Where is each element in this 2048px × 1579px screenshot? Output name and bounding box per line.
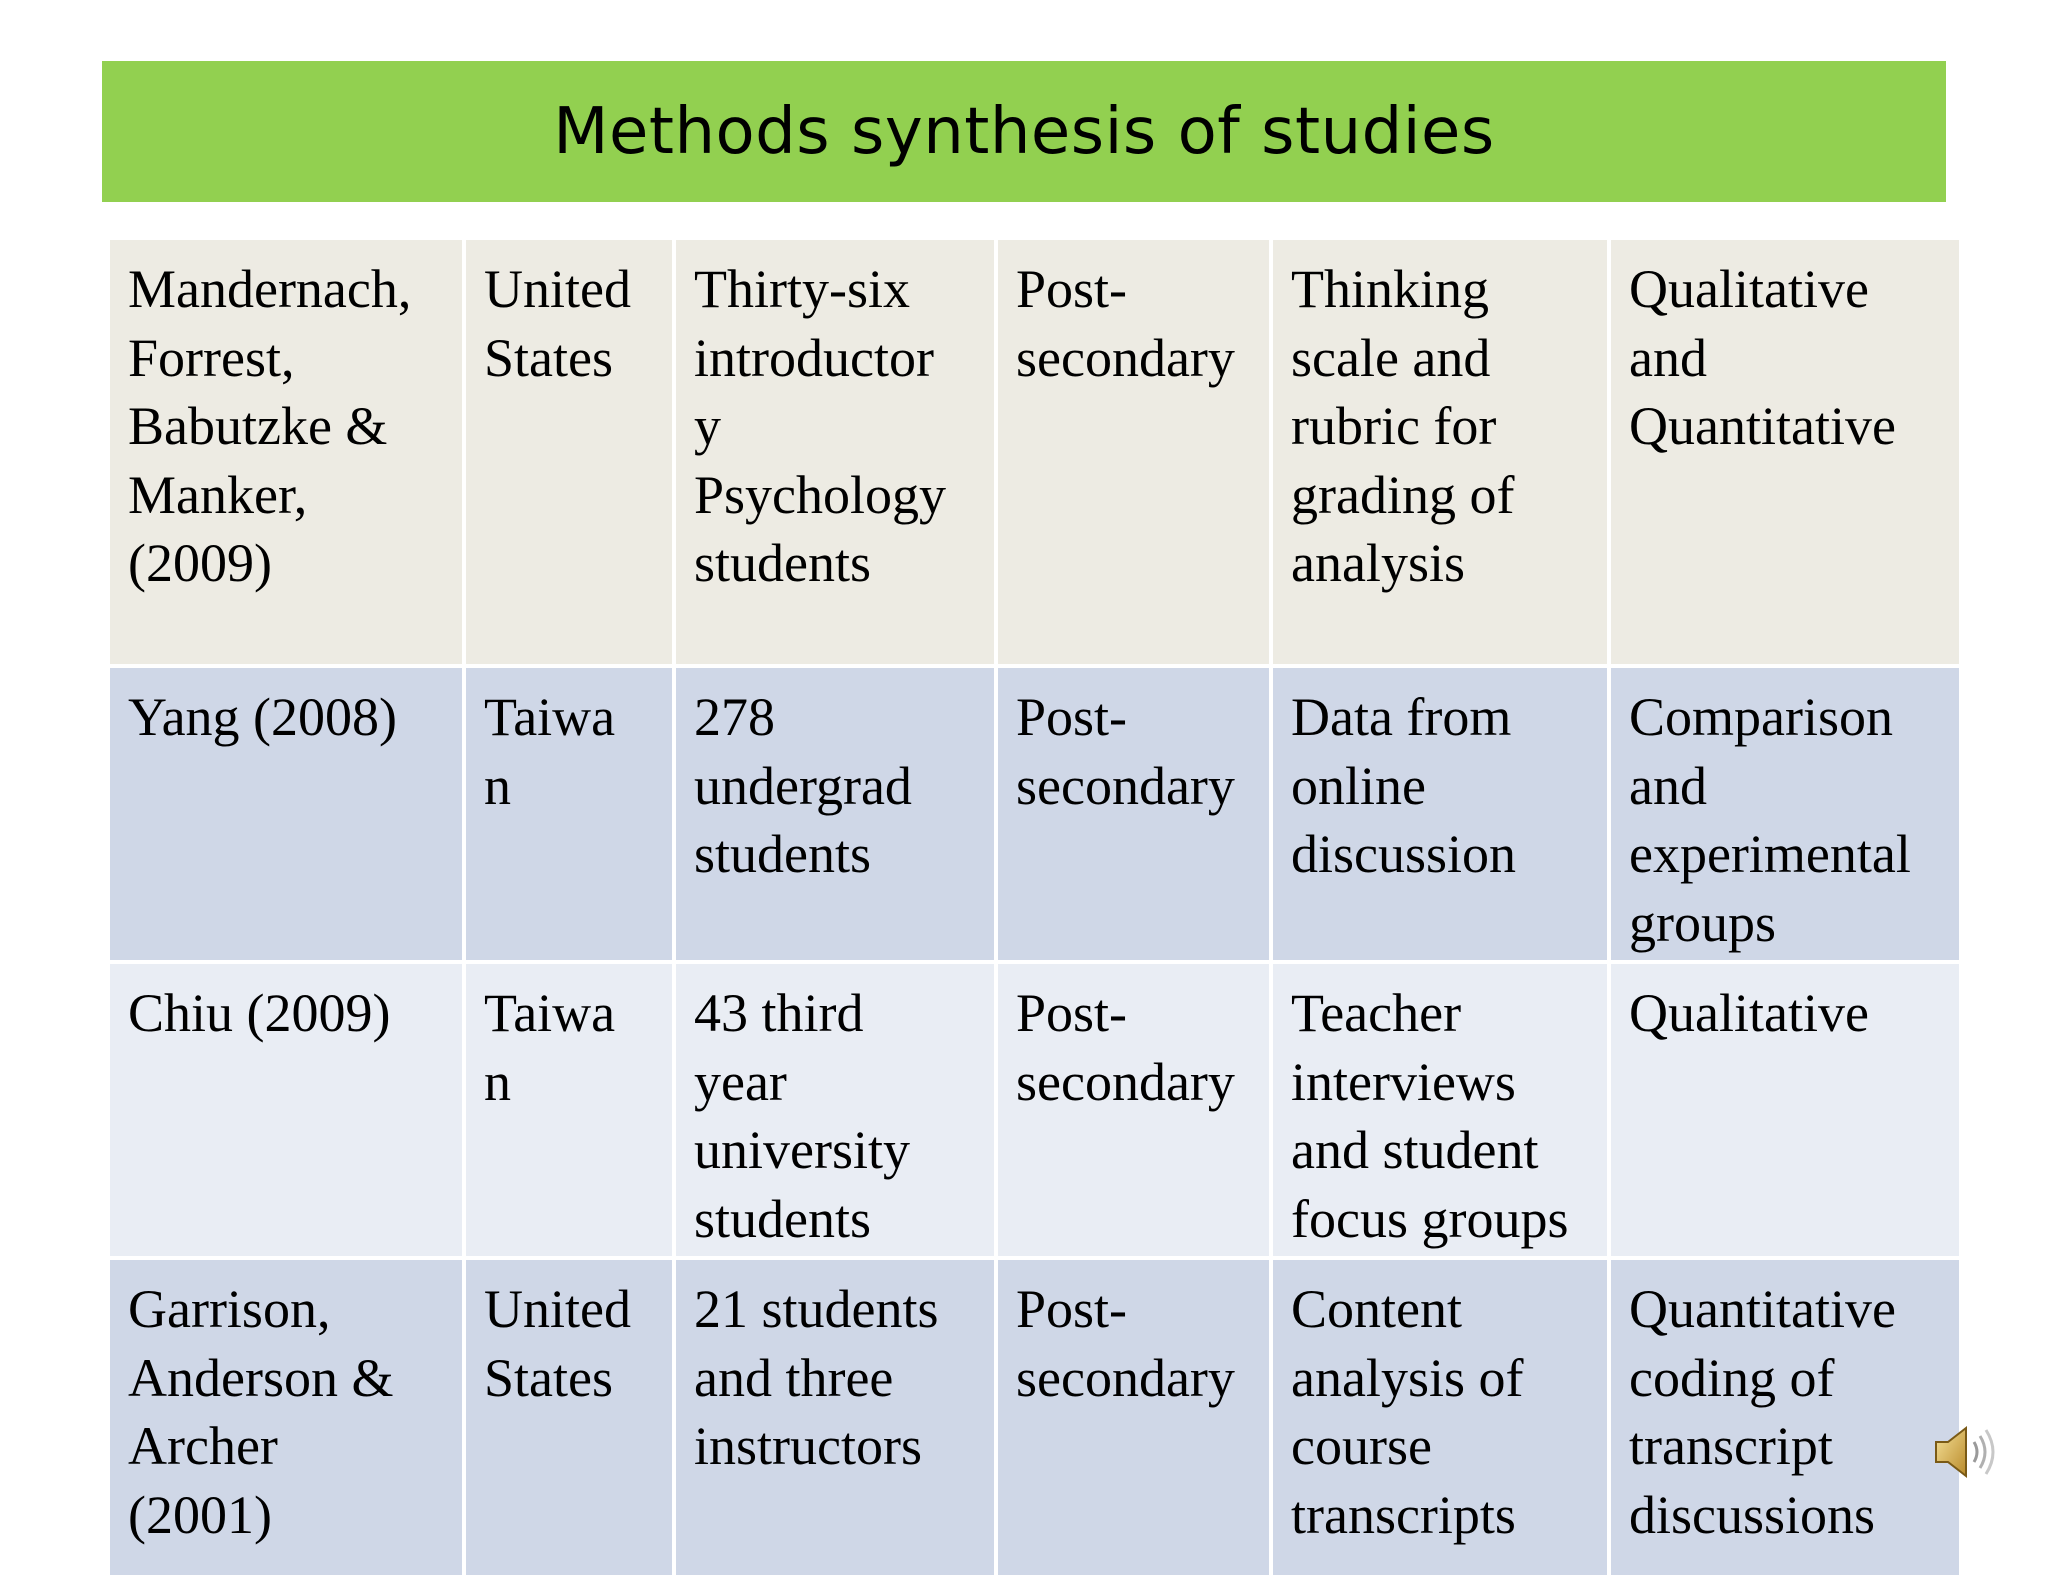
- cell-level: Post- secondary: [996, 238, 1271, 666]
- cell-level: Post- secondary: [996, 666, 1271, 962]
- table-row: [108, 1258, 1961, 1577]
- table-row: [108, 666, 1961, 962]
- cell-participants: 278 undergrad students: [674, 666, 996, 962]
- cell-study: Chiu (2009): [108, 962, 464, 1258]
- cell-participants: Thirty-six introductor y Psychology students: [674, 238, 996, 666]
- cell-participants: 43 third year university students: [674, 962, 996, 1258]
- cell-level: Post- secondary: [996, 1258, 1271, 1577]
- table-row: [108, 238, 1961, 666]
- table-row: [108, 962, 1961, 1258]
- cell-data-source: Thinking scale and rubric for grading of analysis: [1271, 238, 1609, 666]
- cell-country: United States: [464, 1258, 674, 1577]
- methods-table: [106, 236, 1963, 1579]
- cell-study: Mandernach, Forrest, Babutzke & Manker, (2009): [108, 238, 464, 666]
- speaker-icon[interactable]: [1930, 1420, 2002, 1484]
- title-bar: [102, 61, 1946, 202]
- cell-study: Yang (2008): [108, 666, 464, 962]
- slide-title: Methods synthesis of studies: [553, 94, 1495, 169]
- cell-method: Comparison and experimental groups: [1609, 666, 1961, 962]
- cell-data-source: Teacher interviews and student focus groups: [1271, 962, 1609, 1258]
- cell-method: Quantitative coding of transcript discussions: [1609, 1258, 1961, 1577]
- cell-country: United States: [464, 238, 674, 666]
- cell-participants: 21 students and three instructors: [674, 1258, 996, 1577]
- cell-country: Taiwa n: [464, 666, 674, 962]
- cell-country: Taiwa n: [464, 962, 674, 1258]
- cell-method: Qualitative and Quantitative: [1609, 238, 1961, 666]
- cell-level: Post- secondary: [996, 962, 1271, 1258]
- cell-study: Garrison, Anderson & Archer (2001): [108, 1258, 464, 1577]
- cell-data-source: Content analysis of course transcripts: [1271, 1258, 1609, 1577]
- cell-method: Qualitative: [1609, 962, 1961, 1258]
- cell-data-source: Data from online discussion: [1271, 666, 1609, 962]
